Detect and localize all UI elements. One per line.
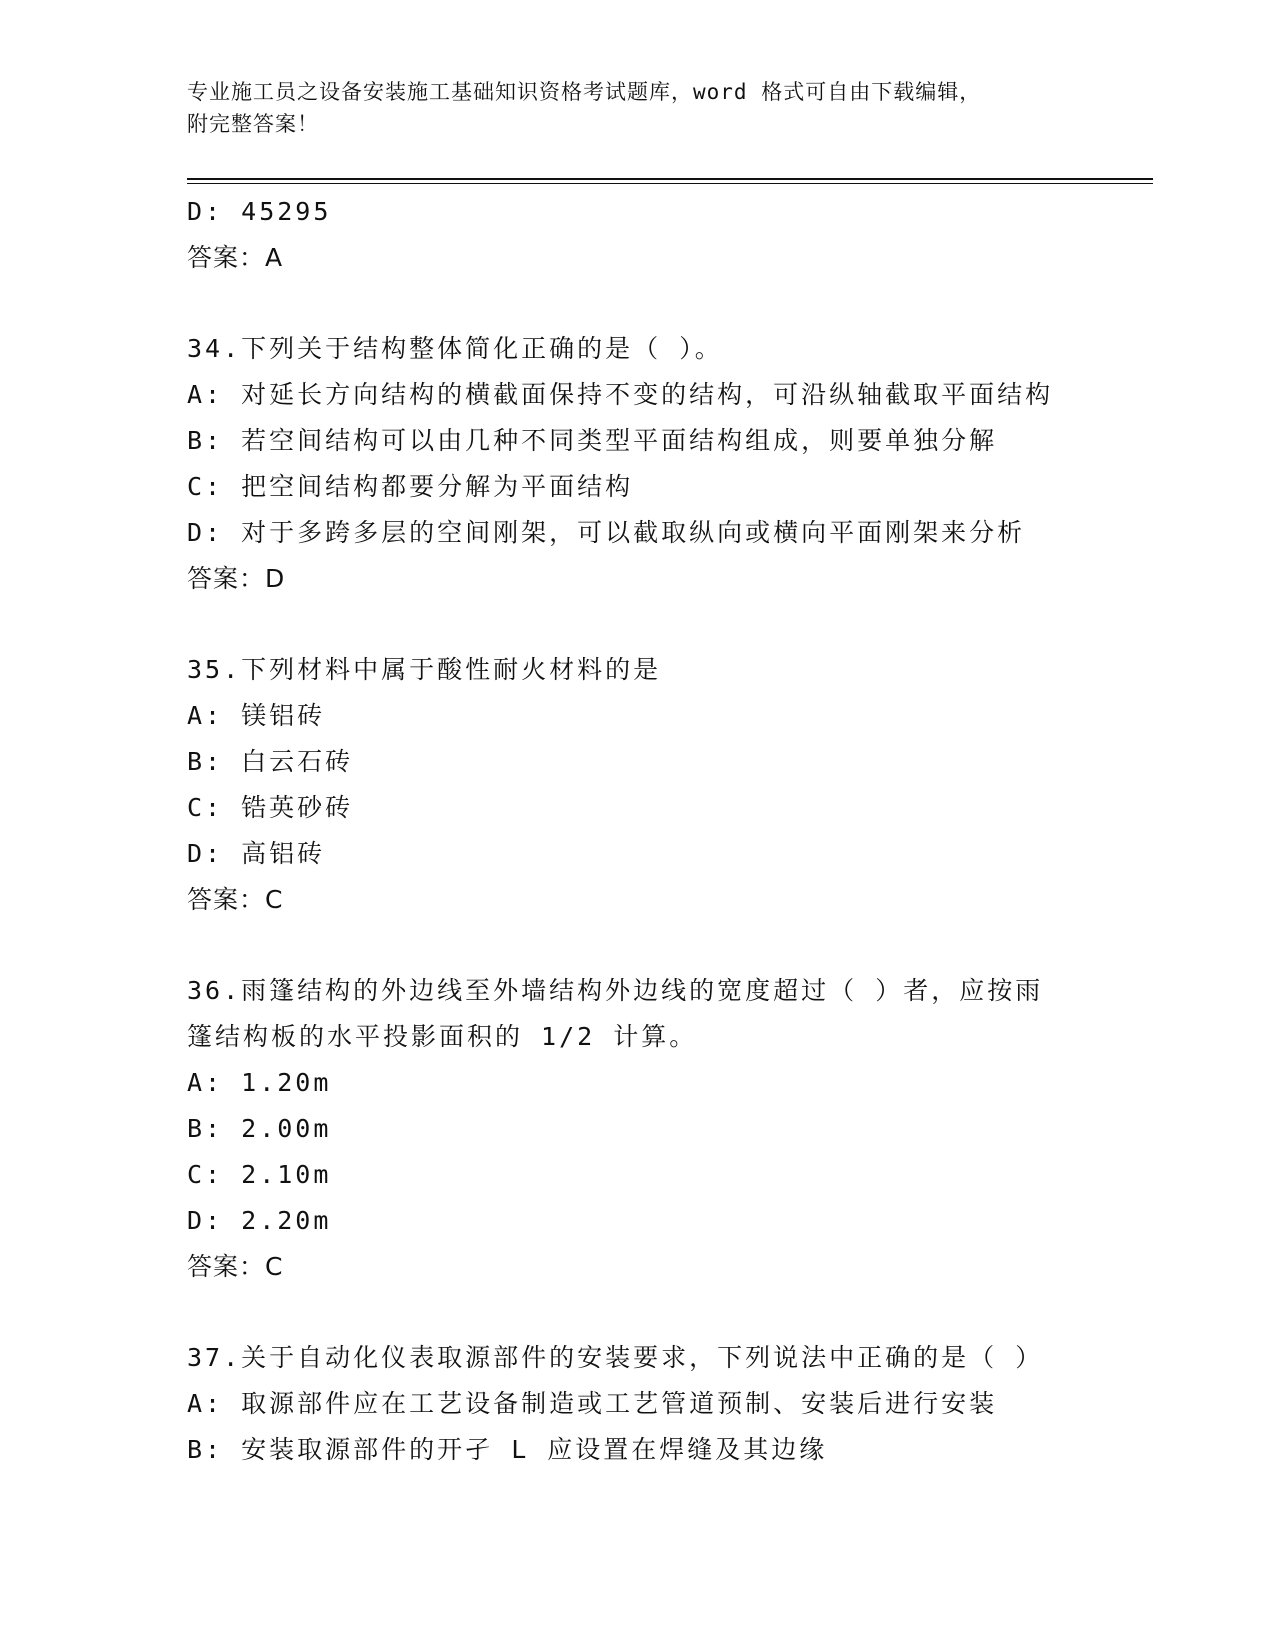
answer-line: 答案：A bbox=[187, 243, 284, 272]
option-a: A: 镁铝砖 bbox=[187, 701, 326, 730]
question-34 bbox=[187, 326, 1127, 602]
option-a: A: 对延长方向结构的横截面保持不变的结构，可沿纵轴截取平面结构 bbox=[187, 380, 1054, 409]
question-stem: 37.关于自动化仪表取源部件的安装要求，下列说法中正确的是（ ） bbox=[187, 1343, 1044, 1372]
header-line-2: 附完整答案！ bbox=[187, 112, 319, 136]
question-stem: 36.雨篷结构的外边线至外墙结构外边线的宽度超过（ ）者，应按雨 bbox=[187, 976, 1044, 1005]
option-c: C: 锆英砂砖 bbox=[187, 793, 354, 822]
spacer bbox=[187, 602, 1127, 647]
option-d: D: 2.20m bbox=[187, 1206, 332, 1235]
previous-question-tail bbox=[187, 189, 1127, 281]
option-b: B: 2.00m bbox=[187, 1114, 332, 1143]
spacer bbox=[187, 923, 1127, 968]
header-rule-thin bbox=[187, 183, 1153, 184]
option-c: C: 把空间结构都要分解为平面结构 bbox=[187, 472, 634, 501]
option-b: B: 白云石砖 bbox=[187, 747, 354, 776]
question-37 bbox=[187, 1335, 1127, 1473]
option-b: B: 安装取源部件的开孑 L 应设置在焊缝及其边缘 bbox=[187, 1435, 828, 1464]
question-list bbox=[187, 189, 1127, 1473]
spacer bbox=[187, 1290, 1127, 1335]
question-stem: 34.下列关于结构整体简化正确的是（ ）。 bbox=[187, 334, 723, 363]
option-d: D: 高铝砖 bbox=[187, 839, 326, 868]
answer-line: 答案：D bbox=[187, 564, 286, 593]
question-36 bbox=[187, 968, 1127, 1290]
answer-line: 答案：C bbox=[187, 1252, 284, 1281]
option-d: D: 45295 bbox=[187, 197, 332, 226]
header-rule-thick bbox=[187, 178, 1153, 180]
question-stem-continued: 篷结构板的水平投影面积的 1/2 计算。 bbox=[187, 1022, 698, 1051]
option-a: A: 取源部件应在工艺设备制造或工艺管道预制、安装后进行安装 bbox=[187, 1389, 998, 1418]
spacer bbox=[187, 281, 1127, 326]
option-c: C: 2.10m bbox=[187, 1160, 332, 1189]
header-line-1: 专业施工员之设备安装施工基础知识资格考试题库，word 格式可自由下载编辑， bbox=[187, 80, 982, 104]
option-b: B: 若空间结构可以由几种不同类型平面结构组成，则要单独分解 bbox=[187, 426, 998, 455]
option-a: A: 1.20m bbox=[187, 1068, 332, 1097]
page-header bbox=[187, 76, 1067, 140]
question-35 bbox=[187, 647, 1127, 923]
answer-line: 答案：C bbox=[187, 885, 284, 914]
question-stem: 35.下列材料中属于酸性耐火材料的是 bbox=[187, 655, 662, 684]
option-d: D: 对于多跨多层的空间刚架，可以截取纵向或横向平面刚架来分析 bbox=[187, 518, 1026, 547]
